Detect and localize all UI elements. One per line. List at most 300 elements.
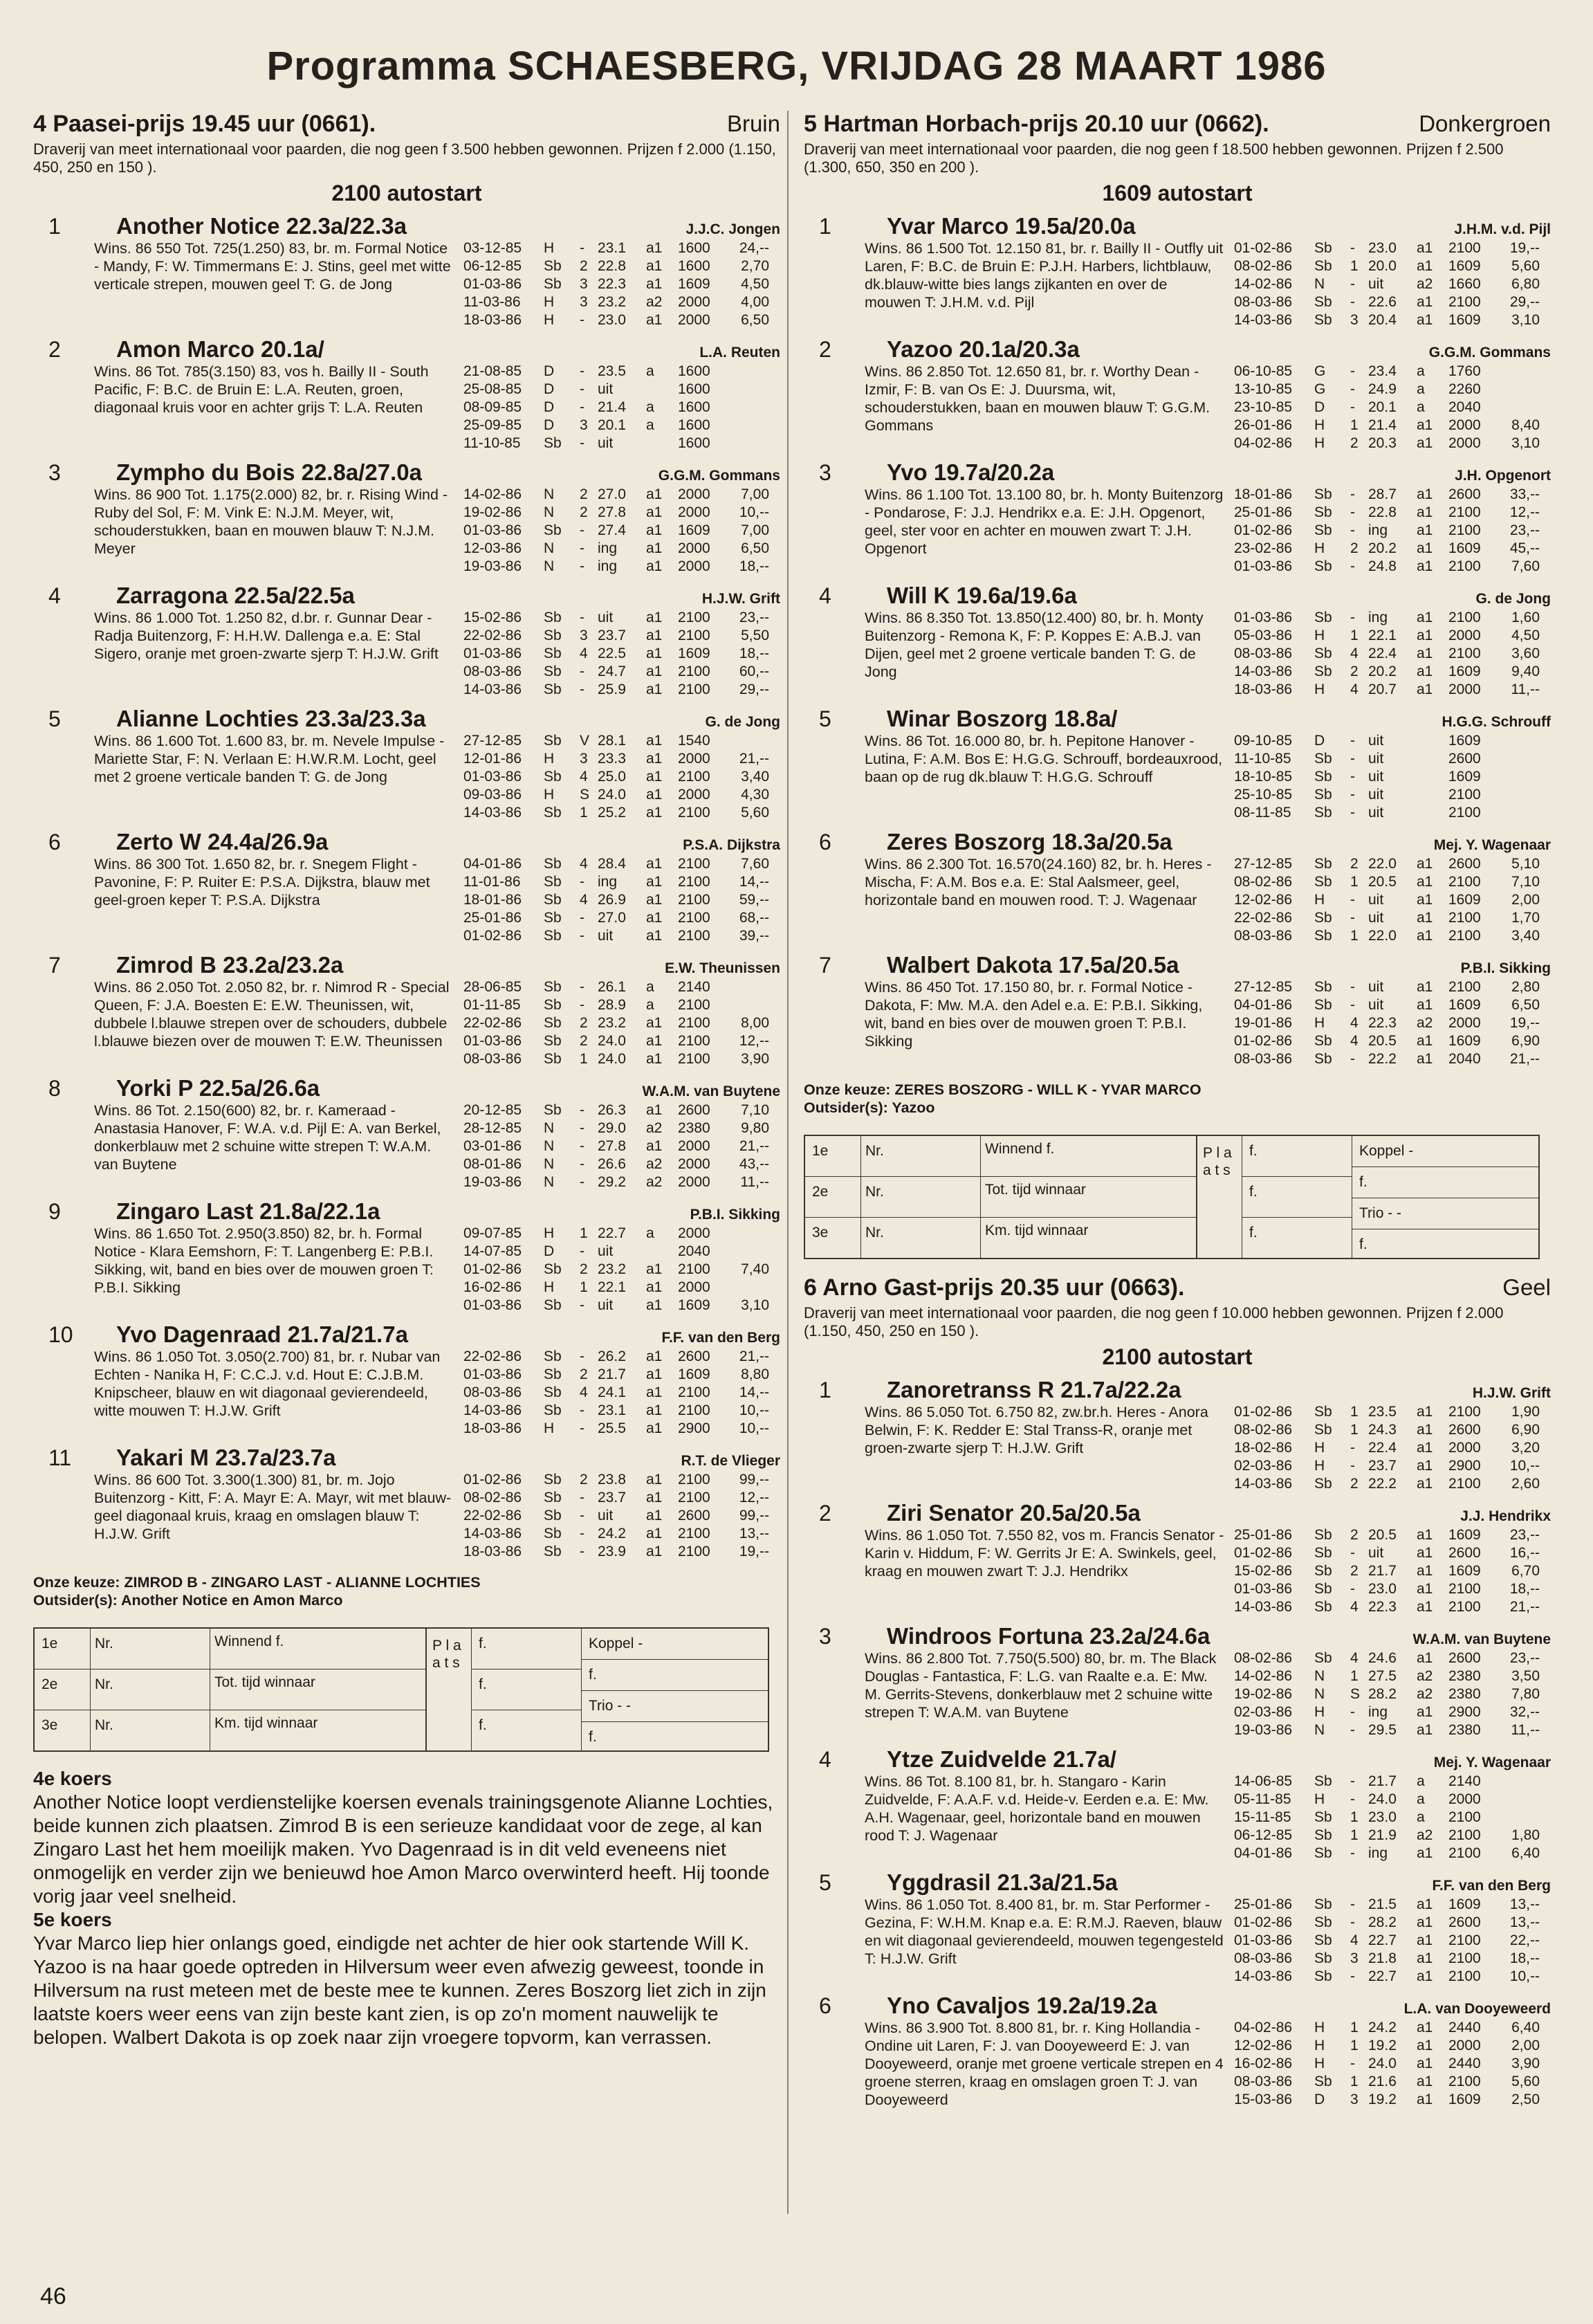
- result-odds: 2,00: [1511, 2038, 1540, 2053]
- result-place: -: [580, 1348, 584, 1364]
- result-time: 23.2: [598, 1015, 626, 1031]
- bet-position: 3e: [812, 1225, 829, 1241]
- result-odds: 6,90: [1511, 1422, 1540, 1438]
- result-time: 21.4: [1368, 417, 1397, 433]
- result-date: 01-03-86: [1234, 558, 1293, 574]
- result-place: 1: [1350, 628, 1359, 643]
- result-start: a1: [1417, 312, 1433, 328]
- result-place: 1: [1350, 1668, 1359, 1684]
- result-date: 14-03-86: [463, 805, 522, 821]
- result-odds: 3,10: [741, 1297, 769, 1313]
- result-start: a1: [646, 1348, 663, 1364]
- result-track: Sb: [1314, 1581, 1332, 1597]
- result-time: uit: [1368, 769, 1384, 785]
- horse-trainer: J.H. Opgenort: [1455, 468, 1551, 484]
- result-distance: 2100: [1448, 979, 1481, 995]
- result-time: 20.0: [1368, 258, 1397, 274]
- horse-number: 3: [819, 460, 831, 485]
- result-date: 12-03-86: [463, 540, 522, 556]
- result-time: 23.2: [598, 1261, 626, 1277]
- result-track: Sb: [544, 681, 562, 697]
- result-time: 21.7: [1368, 1773, 1397, 1789]
- result-date: 15-02-86: [1234, 1563, 1293, 1579]
- result-start: a2: [1417, 1686, 1433, 1702]
- result-time: 23.3: [598, 751, 626, 767]
- selection-block: [804, 1081, 1551, 1117]
- result-start: a1: [646, 522, 663, 538]
- result-date: 01-02-86: [463, 1261, 522, 1277]
- result-time: 24.7: [598, 664, 626, 679]
- result-odds: 19,--: [1509, 240, 1540, 256]
- result-odds: 9,40: [1511, 664, 1540, 679]
- result-distance: 2600: [678, 1102, 710, 1118]
- horse-header: [804, 213, 1551, 239]
- result-date: 01-02-86: [463, 1472, 522, 1488]
- horse-entry: [804, 1623, 1551, 1739]
- result-start: a1: [1417, 486, 1433, 502]
- result-date: 18-03-86: [463, 312, 522, 328]
- result-place: -: [1350, 892, 1355, 908]
- result-odds: 8,00: [741, 1015, 769, 1031]
- result-date: 23-02-86: [1234, 540, 1293, 556]
- result-odds: 9,80: [741, 1120, 769, 1136]
- result-time: 21.6: [1368, 2074, 1397, 2089]
- result-odds: 10,--: [739, 1420, 769, 1436]
- result-odds: 3,10: [1511, 435, 1540, 451]
- bet-amount: f.: [1249, 1225, 1258, 1241]
- horse-body: [33, 609, 780, 699]
- horse-trainer: G. de Jong: [705, 714, 780, 730]
- result-row: [1234, 504, 1540, 522]
- result-place: 2: [580, 1472, 588, 1488]
- result-odds: 1,60: [1511, 610, 1540, 625]
- result-time: 20.5: [1368, 874, 1397, 890]
- result-place: -: [580, 1402, 584, 1418]
- result-place: 4: [580, 769, 588, 785]
- horse-trainer: W.A.M. van Buytene: [642, 1083, 780, 1099]
- result-place: -: [580, 240, 584, 256]
- result-time: 21.9: [1368, 1827, 1397, 1843]
- result-date: 14-02-86: [463, 486, 522, 502]
- result-time: 22.1: [1368, 628, 1397, 643]
- result-odds: 99,--: [739, 1472, 769, 1488]
- result-start: a2: [1417, 1015, 1433, 1031]
- result-track: Sb: [544, 769, 562, 785]
- horse-header: [33, 1445, 780, 1471]
- result-track: Sb: [1314, 522, 1332, 538]
- result-odds: 18,--: [739, 646, 769, 661]
- result-place: 1: [1350, 258, 1359, 274]
- result-row: [1234, 609, 1540, 627]
- result-date: 14-03-86: [1234, 1476, 1293, 1492]
- result-row: [463, 609, 769, 627]
- result-odds: 6,40: [1511, 2020, 1540, 2035]
- result-odds: 6,40: [1511, 1845, 1540, 1861]
- result-date: 27-12-85: [463, 733, 522, 749]
- result-track: H: [1314, 2038, 1325, 2053]
- result-row: [1234, 1475, 1540, 1493]
- result-place: -: [580, 1544, 584, 1559]
- result-start: a1: [646, 1402, 663, 1418]
- result-distance: 2000: [1448, 681, 1481, 697]
- result-distance: 1609: [678, 276, 710, 292]
- horse-entry: [33, 829, 780, 945]
- horse-name: Winar Boszorg 18.8a/: [887, 706, 1118, 731]
- result-row: [1234, 1526, 1540, 1544]
- result-time: 25.9: [598, 681, 626, 697]
- result-start: a2: [1417, 276, 1433, 292]
- result-distance: 2440: [1448, 2056, 1481, 2071]
- result-track: H: [1314, 1440, 1325, 1456]
- result-place: 2: [1350, 435, 1359, 451]
- result-distance: 2100: [1448, 1581, 1481, 1597]
- result-track: Sb: [1314, 312, 1332, 328]
- result-odds: 10,--: [1509, 1458, 1540, 1474]
- result-odds: [1497, 786, 1540, 804]
- result-distance: 2040: [678, 1243, 710, 1259]
- result-row: [463, 522, 769, 540]
- result-track: H: [544, 240, 555, 256]
- result-date: 03-12-85: [463, 240, 522, 256]
- result-date: 25-01-86: [463, 910, 522, 926]
- result-distance: 1609: [1448, 997, 1481, 1013]
- result-start: a1: [646, 1544, 663, 1559]
- horse-info: Wins. 86 2.050 Tot. 2.050 82, br. r. Nimrod R - Special Queen, F: J.A. Boesten E: E.W. Theunissen, wit, dubbele l.blauwe strepen over de schouders, dubbele l.blauwe biezen over de mouwen T: E.W. Theunissen: [94, 979, 450, 1050]
- result-date: 09-07-85: [463, 1225, 522, 1241]
- result-date: 25-01-86: [1234, 1527, 1293, 1543]
- result-row: [1234, 311, 1540, 329]
- result-place: 1: [580, 1225, 588, 1241]
- horse-name: Yvo Dagenraad 21.7a/21.7a: [116, 1321, 408, 1347]
- result-row: [463, 978, 769, 996]
- result-row: [1234, 1791, 1540, 1809]
- result-start: a1: [646, 1384, 663, 1400]
- result-track: Sb: [1314, 979, 1332, 995]
- result-date: 19-02-86: [1234, 1686, 1293, 1702]
- result-time: ing: [598, 874, 618, 890]
- result-track: Sb: [1314, 769, 1332, 785]
- result-date: 23-10-85: [1234, 399, 1293, 415]
- result-track: Sb: [1314, 2074, 1332, 2089]
- result-row: [463, 1173, 769, 1191]
- result-start: a: [646, 997, 654, 1013]
- result-row: [463, 504, 769, 522]
- result-date: 01-03-86: [1234, 610, 1293, 625]
- result-row: [463, 311, 769, 329]
- result-row: [463, 1420, 769, 1438]
- result-track: Sb: [1314, 751, 1332, 767]
- result-track: Sb: [1314, 1545, 1332, 1561]
- result-row: [463, 1489, 769, 1507]
- result-date: 04-02-86: [1234, 435, 1293, 451]
- result-place: -: [1350, 910, 1355, 926]
- result-time: 27.5: [1368, 1668, 1397, 1684]
- result-time: 23.2: [598, 294, 626, 310]
- result-track: H: [1314, 628, 1325, 643]
- result-row: [1234, 381, 1540, 399]
- result-odds: 14,--: [739, 1384, 769, 1400]
- result-row: [463, 996, 769, 1014]
- result-track: Sb: [1314, 1968, 1332, 1984]
- result-distance: 2000: [678, 504, 710, 520]
- result-track: D: [544, 399, 555, 415]
- result-row: [463, 1137, 769, 1155]
- bet-label: Tot. tijd winnaar: [210, 1669, 425, 1710]
- result-distance: 2100: [1448, 1404, 1481, 1420]
- race-results: [463, 363, 769, 452]
- horse-entry: [33, 213, 780, 329]
- bet-positions: [35, 1629, 427, 1750]
- result-start: a1: [646, 276, 663, 292]
- result-odds: 3,50: [1511, 1668, 1540, 1684]
- race-section: [804, 1274, 1551, 2109]
- result-odds: 1,70: [1511, 910, 1540, 926]
- result-distance: 2600: [1448, 1650, 1481, 1666]
- result-place: -: [1350, 558, 1355, 574]
- result-place: 1: [1350, 874, 1359, 890]
- result-time: 23.0: [1368, 1809, 1397, 1825]
- result-place: 1: [580, 1279, 588, 1295]
- result-track: Sb: [1314, 258, 1332, 274]
- result-row: [463, 732, 769, 750]
- result-start: a1: [646, 240, 663, 256]
- result-time: 24.2: [598, 1526, 626, 1541]
- bet-row: [35, 1629, 425, 1669]
- race-section: [804, 111, 1551, 1117]
- bet-row: [35, 1669, 425, 1710]
- result-distance: 2100: [678, 1015, 710, 1031]
- result-row: [463, 927, 769, 945]
- result-track: Sb: [1314, 1404, 1332, 1420]
- result-place: -: [580, 1490, 584, 1506]
- result-odds: 7,60: [741, 856, 769, 872]
- result-start: a1: [1417, 1968, 1433, 1984]
- horse-name: Yorki P 22.5a/26.6a: [116, 1075, 320, 1101]
- result-track: Sb: [1314, 874, 1332, 890]
- result-odds: [726, 363, 769, 381]
- result-distance: 2000: [678, 1174, 710, 1190]
- result-odds: 16,--: [1509, 1545, 1540, 1561]
- result-row: [1234, 417, 1540, 434]
- result-odds: [726, 732, 769, 750]
- result-track: Sb: [544, 664, 562, 679]
- result-time: 23.0: [598, 312, 626, 328]
- result-time: uit: [598, 381, 614, 397]
- result-row: [1234, 768, 1540, 786]
- result-row: [463, 1261, 769, 1279]
- result-date: 08-11-85: [1234, 805, 1291, 821]
- result-odds: [1497, 732, 1540, 750]
- result-place: 1: [580, 1051, 588, 1067]
- result-row: [463, 417, 769, 434]
- result-row: [1234, 239, 1540, 257]
- result-odds: [1497, 1809, 1540, 1827]
- our-picks: Onze keuze: ZIMROD B - ZINGARO LAST - ALIANNE LOCHTIES: [33, 1574, 481, 1591]
- result-time: 23.7: [598, 1490, 626, 1506]
- result-track: Sb: [1314, 558, 1332, 574]
- horse-entry: [804, 336, 1551, 452]
- left-column: [33, 111, 780, 2049]
- result-row: [463, 627, 769, 645]
- result-start: a1: [646, 1366, 663, 1382]
- result-track: Sb: [1314, 1845, 1332, 1861]
- result-row: [1234, 1580, 1540, 1598]
- result-track: Sb: [544, 1544, 562, 1559]
- result-row: [1234, 2019, 1540, 2037]
- result-distance: 2000: [678, 540, 710, 556]
- bet-amount: f.: [472, 1669, 581, 1710]
- result-row: [463, 1101, 769, 1119]
- horse-entry: [33, 952, 780, 1068]
- result-start: a1: [1417, 540, 1433, 556]
- result-track: Sb: [544, 979, 562, 995]
- result-track: Sb: [544, 997, 562, 1013]
- result-start: a1: [1417, 1440, 1433, 1456]
- result-date: 18-01-86: [1234, 486, 1293, 502]
- result-odds: 6,70: [1511, 1563, 1540, 1579]
- result-row: [1234, 434, 1540, 452]
- result-start: a1: [646, 1526, 663, 1541]
- result-start: [1417, 768, 1448, 786]
- bet-positions: [805, 1136, 1197, 1258]
- bet-extra-cell: Koppel -: [582, 1629, 768, 1660]
- bet-number: Nr.: [90, 1629, 210, 1669]
- horse-name: Windroos Fortuna 23.2a/24.6a: [887, 1623, 1210, 1649]
- result-time: 23.0: [1368, 1581, 1397, 1597]
- result-place: -: [1350, 610, 1355, 625]
- result-track: Sb: [1314, 856, 1332, 872]
- result-track: Sb: [1314, 1527, 1332, 1543]
- result-row: [463, 1032, 769, 1050]
- result-place: -: [1350, 504, 1355, 520]
- result-time: 20.1: [1368, 399, 1397, 415]
- result-place: 2: [580, 1033, 588, 1049]
- result-date: 01-03-86: [463, 1297, 522, 1313]
- result-odds: 43,--: [739, 1156, 769, 1172]
- horse-name: Alianne Lochties 23.3a/23.3a: [116, 706, 426, 731]
- result-date: 15-03-86: [1234, 2092, 1293, 2107]
- result-row: [1234, 1649, 1540, 1667]
- race-color: Geel: [1502, 1274, 1551, 1300]
- result-distance: 1600: [678, 258, 710, 274]
- horse-body: [33, 1101, 780, 1191]
- horse-number: 11: [48, 1445, 72, 1470]
- result-distance: 2000: [1448, 2038, 1481, 2053]
- result-track: Sb: [1314, 1051, 1332, 1067]
- result-start: [1417, 804, 1448, 822]
- result-start: a2: [646, 1120, 663, 1136]
- result-start: a: [1417, 1773, 1425, 1789]
- result-track: Sb: [1314, 294, 1332, 310]
- result-place: -: [580, 610, 584, 625]
- race-results: [1234, 486, 1540, 576]
- result-place: 3: [1350, 2092, 1359, 2107]
- result-row: [1234, 540, 1540, 558]
- horse-body: [804, 363, 1551, 452]
- race-description: Draverij van meet internationaal voor paarden, die nog geen f 10.000 hebben gewonnen. Prijzen f 2.000 (1.150, 450, 250 en 150 ).: [804, 1304, 1504, 1339]
- race-section: [33, 111, 780, 1609]
- bet-amount: f.: [479, 1717, 487, 1733]
- horse-trainer: Mej. Y. Wagenaar: [1433, 837, 1551, 853]
- result-start: a1: [646, 874, 663, 890]
- result-start: [646, 1243, 678, 1261]
- horse-number: 5: [819, 1870, 831, 1895]
- race-results: [463, 732, 769, 822]
- horse-entry: [804, 213, 1551, 329]
- result-distance: 2100: [678, 664, 710, 679]
- result-start: a1: [646, 769, 663, 785]
- result-track: D: [544, 363, 555, 379]
- result-odds: 3,90: [1511, 2056, 1540, 2071]
- result-start: a1: [1417, 1422, 1433, 1438]
- result-start: a1: [1417, 2056, 1433, 2071]
- horse-header: [33, 829, 780, 855]
- result-row: [1234, 1032, 1540, 1050]
- result-start: a1: [1417, 417, 1433, 433]
- result-odds: 39,--: [739, 928, 769, 944]
- result-time: 23.0: [1368, 240, 1397, 256]
- result-place: -: [580, 997, 584, 1013]
- result-row: [463, 434, 769, 452]
- horse-body: [804, 239, 1551, 329]
- result-track: Sb: [544, 435, 562, 451]
- result-time: 22.7: [598, 1225, 626, 1241]
- horse-info: Wins. 86 550 Tot. 725(1.250) 83, br. m. Formal Notice - Mandy, F: W. Timmermans E: J. Stins, geel met witte verticale strepen, mouwen geel T: G. de Jong: [94, 240, 451, 293]
- bet-number: Nr.: [90, 1669, 210, 1710]
- result-date: 14-03-86: [1234, 312, 1293, 328]
- result-place: -: [1350, 486, 1355, 502]
- result-start: a1: [646, 1279, 663, 1295]
- result-row: [1234, 558, 1540, 576]
- result-place: 4: [580, 1384, 588, 1400]
- result-track: N: [1314, 1668, 1325, 1684]
- result-odds: 14,--: [739, 874, 769, 890]
- result-start: a2: [1417, 1827, 1433, 1843]
- result-place: -: [1350, 1581, 1355, 1597]
- result-row: [1234, 978, 1540, 996]
- result-track: Sb: [544, 1102, 562, 1118]
- result-place: 4: [580, 646, 588, 661]
- result-odds: [726, 1243, 769, 1261]
- race-header: [33, 111, 780, 138]
- result-distance: 2000: [678, 1279, 710, 1295]
- horse-info: Wins. 86 Tot. 2.150(600) 82, br. r. Kameraad - Anastasia Hanover, F: W.A. v.d. Pijl E: A. van Berkel, donkerblauw met 2 schuine witte strepen T: W.A.M. van Buytene: [94, 1102, 441, 1173]
- result-row: [463, 275, 769, 293]
- result-distance: 2100: [678, 856, 710, 872]
- result-row: [1234, 732, 1540, 750]
- result-date: 08-02-86: [1234, 258, 1293, 274]
- result-row: [463, 1543, 769, 1561]
- result-track: N: [544, 1174, 555, 1190]
- result-time: 21.7: [1368, 1563, 1397, 1579]
- result-distance: 1609: [1448, 1527, 1481, 1543]
- result-distance: 2380: [1448, 1686, 1481, 1702]
- result-start: a1: [1417, 1914, 1433, 1930]
- result-start: a1: [646, 856, 663, 872]
- horse-info: Wins. 86 5.050 Tot. 6.750 82, zw.br.h. Heres - Anora Belwin, F: K. Redder E: Stal Transs-R, oranje met groen-zwarte sjerp T: H.J.W. Grift: [865, 1404, 1208, 1456]
- result-row: [1234, 855, 1540, 873]
- result-row: [463, 1119, 769, 1137]
- result-place: -: [580, 363, 584, 379]
- result-start: a1: [646, 628, 663, 643]
- horse-trainer: G.G.M. Gommans: [658, 468, 780, 484]
- result-place: 4: [1350, 1033, 1359, 1049]
- horse-number: 1: [819, 1378, 831, 1402]
- result-odds: 21,--: [1509, 1599, 1540, 1615]
- result-place: -: [580, 435, 584, 451]
- result-time: uit: [1368, 997, 1384, 1013]
- result-row: [1234, 293, 1540, 311]
